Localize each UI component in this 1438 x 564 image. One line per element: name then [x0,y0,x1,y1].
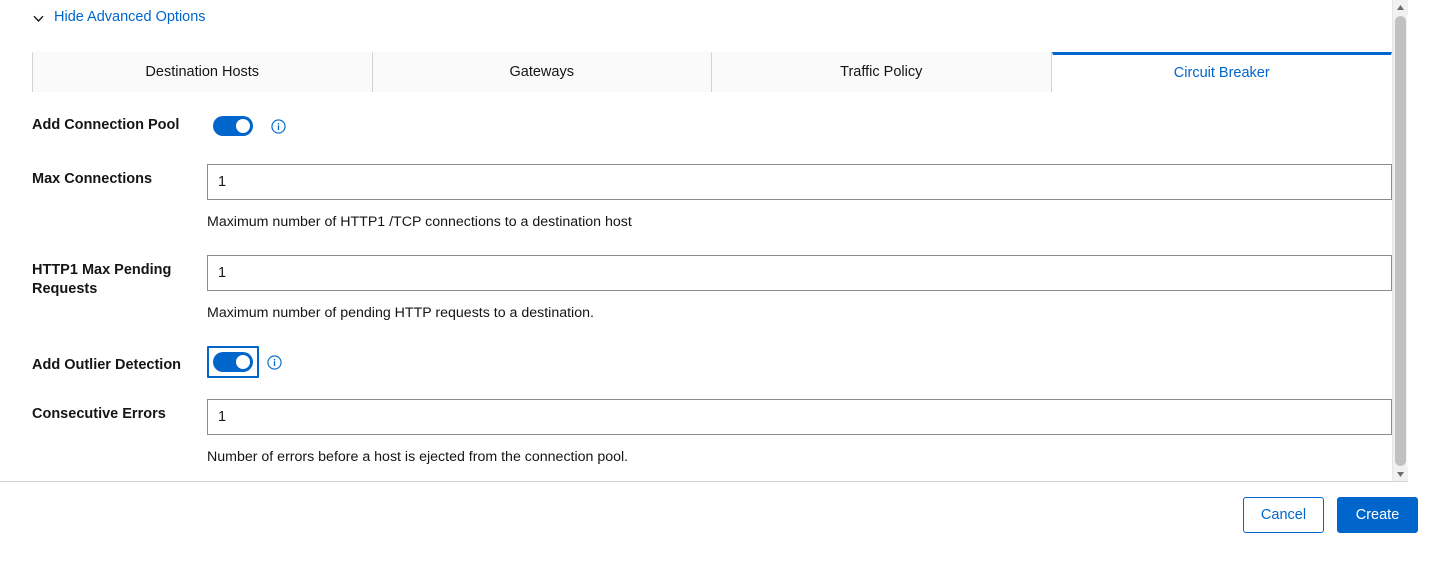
consecutive-errors-input[interactable] [207,399,1392,435]
scroll-up-arrow-icon[interactable] [1393,0,1408,15]
scrollbar-thumb[interactable] [1395,16,1406,466]
http1-max-pending-requests-helper: Maximum number of pending HTTP requests to a destination. [207,305,594,321]
hide-advanced-options-label: Hide Advanced Options [54,9,206,25]
row-max-connections [0,164,1408,231]
tab-gateways[interactable] [373,52,713,92]
cancel-button[interactable]: Cancel [1243,497,1324,533]
scroll-down-arrow-icon[interactable] [1393,467,1408,482]
tab-traffic-policy[interactable] [712,52,1052,92]
tab-traffic-policy-label: Traffic Policy [840,64,923,80]
add-connection-pool-field [207,110,1408,142]
tab-circuit-breaker[interactable] [1052,52,1393,92]
max-connections-field [207,164,1408,231]
switch-knob [236,119,250,133]
tab-destination-hosts-label: Destination Hosts [145,64,260,80]
tab-circuit-breaker-label: Circuit Breaker [1173,65,1270,81]
row-consecutive-errors [0,399,1408,466]
add-outlier-detection-field [207,346,1408,378]
add-outlier-detection-switch-wrap [207,346,259,378]
circuit-breaker-form [0,110,1408,466]
tab-destination-hosts[interactable] [32,52,373,92]
tab-gateways-label: Gateways [509,64,574,80]
chevron-down-icon [32,12,45,25]
info-circle-icon[interactable] [271,119,286,134]
http1-max-pending-requests-field [207,255,1408,322]
create-button[interactable]: Create [1337,497,1418,533]
vertical-scrollbar[interactable] [1392,0,1407,482]
dialog-footer [0,484,1438,564]
add-connection-pool-switch[interactable] [213,116,253,136]
add-connection-pool-switch-wrap [207,110,259,142]
row-http1-max-pending-requests [0,255,1408,322]
max-connections-label: Max Connections [32,171,153,187]
http1-max-pending-requests-label: HTTP1 Max Pending Requests [32,262,172,297]
add-outlier-detection-label: Add Outlier Detection [32,357,182,373]
consecutive-errors-helper: Number of errors before a host is ejected from the connection pool. [207,449,629,465]
switch-knob [236,355,250,369]
tabs [32,52,1392,92]
row-add-connection-pool [0,110,1408,142]
consecutive-errors-field [207,399,1408,466]
add-connection-pool-label: Add Connection Pool [32,117,180,133]
max-connections-input[interactable] [207,164,1392,200]
http1-max-pending-requests-input[interactable] [207,255,1392,291]
section-divider [0,481,1408,482]
info-circle-icon[interactable] [267,355,282,370]
hide-advanced-options-toggle[interactable] [32,7,206,27]
consecutive-errors-label: Consecutive Errors [32,406,166,422]
max-connections-helper: Maximum number of HTTP1 /TCP connections to a destination host [207,214,632,230]
add-outlier-detection-switch[interactable] [213,352,253,372]
row-add-outlier-detection [0,346,1408,378]
